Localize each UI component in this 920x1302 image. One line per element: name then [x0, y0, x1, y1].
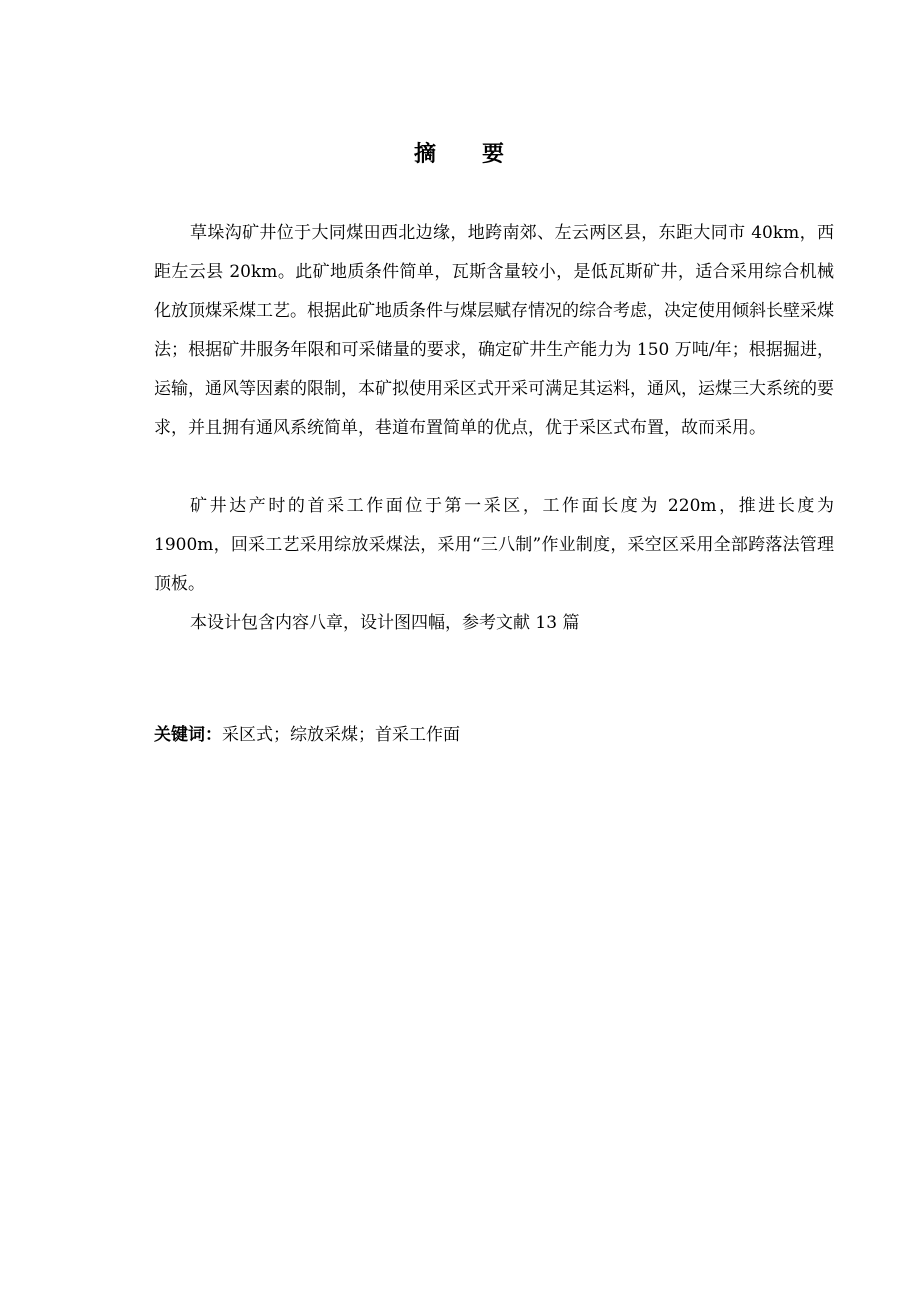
abstract-paragraph-2: 矿井达产时的首采工作面位于第一采区，工作面长度为 220m，推进长度为 1900m，回采工艺采用综放采煤法，采用“三八制”作业制度，采空区采用全部跨落法管理顶板。 [154, 496, 834, 594]
abstract-paragraph-3-block [154, 604, 834, 643]
abstract-paragraph-1: 草垛沟矿井位于大同煤田西北边缘，地跨南郊、左云两区县，东距大同市 40km，西距左云县 20km。此矿地质条件简单，瓦斯含量较小，是低瓦斯矿井，适合采用综合机械化放顶煤采煤工艺。根据此矿地质条件与煤层赋存情况的综合考虑，决定使用倾斜长壁采煤法；根据矿井服务年限和可采储量的要求，确定矿井生产能力为 150 万吨/年；根据掘进，运输，通风等因素的限制，本矿拟使用采区式开采可满足其运料，通风，运煤三大系统的要求，并且拥有通风系统简单，巷道布置简单的优点，优于采区式布置，故而采用。 [154, 223, 834, 438]
abstract-paragraph-3: 本设计包含内容八章，设计图四幅，参考文献 13 篇 [190, 613, 580, 633]
abstract-title-char-2: 要 [482, 142, 507, 167]
keywords-label: 关键词： [154, 725, 222, 745]
abstract-title [0, 140, 920, 170]
abstract-paragraph-2-block [154, 487, 834, 604]
abstract-title-char-1: 摘 [413, 142, 438, 167]
keywords-text: 采区式；综放采煤；首采工作面 [222, 725, 460, 745]
abstract-paragraph-1-block [154, 214, 834, 448]
keywords-line [154, 720, 460, 750]
